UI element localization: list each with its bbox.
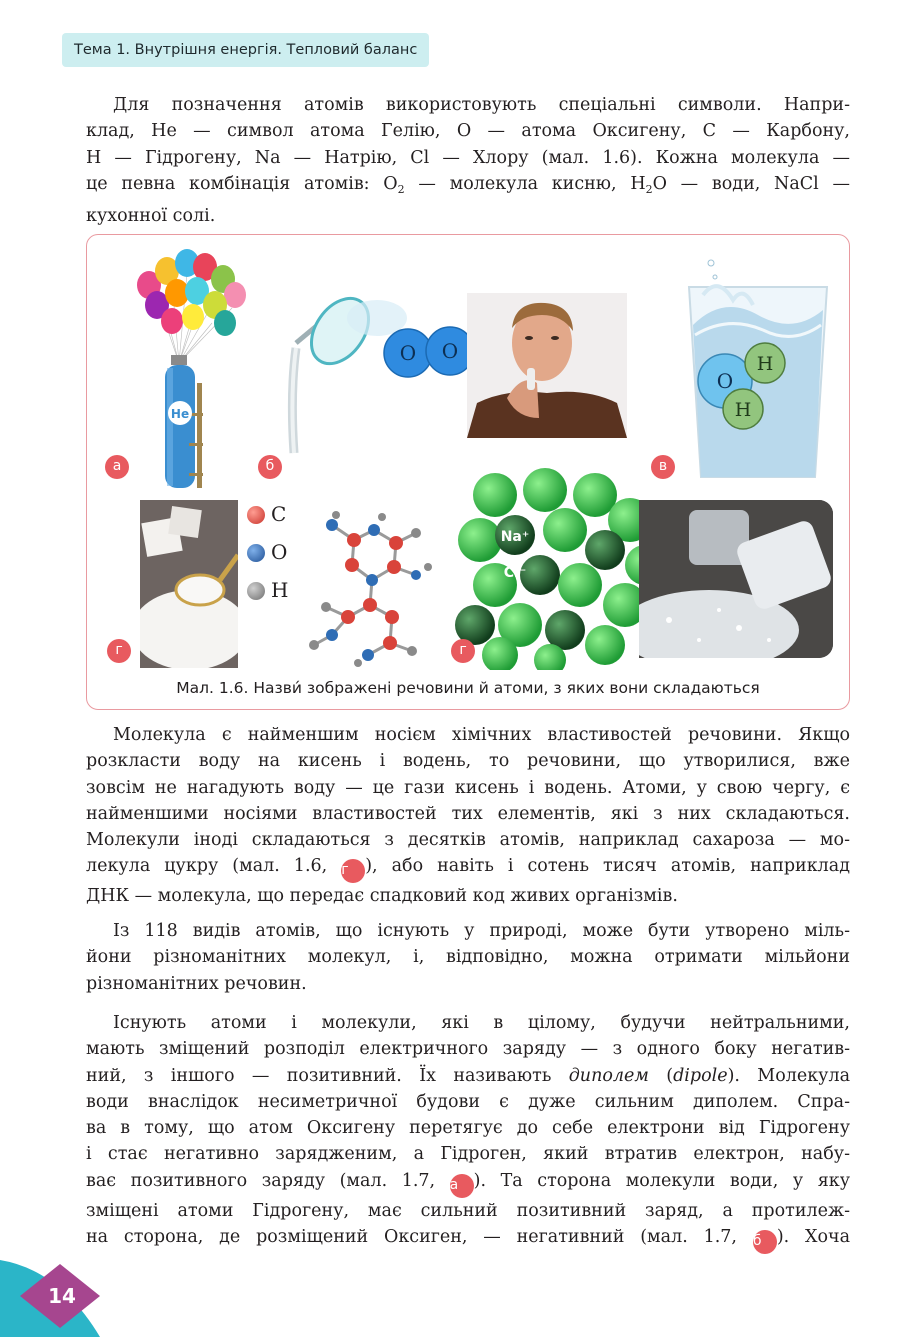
sodium-ion-label: Na⁺ (500, 529, 530, 545)
oxygen-atom-label: O (399, 341, 417, 365)
figure-ref-badge: б (753, 1230, 777, 1254)
text-line: мають зміщений розподіл електричного заряду — з одного боку негатив- (86, 1039, 850, 1060)
text-line: кухонної солі. (86, 206, 216, 227)
figure-caption: Мал. 1.6. Назви́ зображені речовини й атоми, з яких вони складаються (176, 679, 760, 697)
figure-label-b: б (258, 455, 282, 479)
water-hydrogen-label: H (734, 399, 752, 421)
legend-label: O (271, 540, 288, 564)
text-line: йони різноманітних молекул, і, відповідно, можна отримати мільйони (86, 947, 850, 968)
figure-label-a: а (105, 455, 129, 479)
figure-label-g1: г (107, 639, 131, 663)
text-line: Молекули іноді складаються з десятків атомів, наприклад сахароза — мо- (86, 830, 850, 851)
helium-symbol: He (170, 407, 190, 421)
water-glass-photo (683, 255, 833, 480)
text-line: ДНК — молекула, що передає спадковий код живих організмів. (86, 886, 678, 907)
text-line: лекула цукру (мал. 1.6, г ), або навіть і сотень тисяч атомів, наприклад (86, 853, 850, 883)
figure-label-v: в (651, 455, 675, 479)
text-line: на сторона, де розміщений Оксиген, — негативний (мал. 1.7, б ). Хоча (86, 1224, 850, 1254)
man-with-inhaler-photo (467, 293, 627, 438)
oxygen-mask-illustration (282, 293, 472, 458)
text-line: Молекула є найменшим носієм хімічних властивостей речовини. Якщо (113, 725, 850, 745)
text-line: і стає негативно зарядженим, а Гідроген, який втратив електрон, набу- (86, 1144, 850, 1165)
text-line: ва в тому, що атом Оксигену перетягує до себе електрони від Гідрогену (86, 1118, 850, 1139)
text-line: зовсім не нагадують воду — це гази кисень і водень. Атоми, у свою чергу, є (86, 777, 850, 798)
figure-ref-badge: г (341, 859, 365, 883)
text-line: різноманітних речовин. (86, 973, 307, 994)
text-line: ває позитивного заряду (мал. 1.7, а ). Та сторона молекули води, у яку (86, 1168, 850, 1198)
chloride-ion-label: Cl⁻ (503, 565, 527, 581)
topic-header: Тема 1. Внутрішня енергія. Тепловий баланс (62, 33, 429, 67)
helium-cylinder-photo (127, 243, 257, 488)
water-oxygen-label: O (716, 369, 734, 393)
text-line: Існують атоми і молекули, які в цілому, будучи нейтральними, (113, 1013, 850, 1033)
sugar-photo (140, 500, 238, 668)
text-line: H — Гідрогену, Na — Натрію, Cl — Хлору (мал. 1.6). Кожна молекула — (86, 147, 850, 168)
text-line: це певна комбінація атомів: $O_2$ — молекула кисню, $H_2O$ — води, NaCl — (86, 173, 850, 196)
text-line: найменшими носіями властивостей тих елементів, які з них складаються. (86, 803, 850, 824)
salt-shaker-photo (639, 500, 833, 658)
sucrose-molecule-model (292, 495, 442, 670)
figure-label-g2: г (451, 639, 475, 663)
paragraph-molecule (86, 722, 850, 910)
text-line: Із 118 видів атомів, що існують у природі, може бути утворено міль- (113, 921, 850, 941)
text-line: ний, з іншого — позитивний. Їх називають диполем (dipole). Молекула (86, 1065, 851, 1086)
text-line: клад, He — символ атома Гелію, O — атома Оксигену, C — Карбону, (86, 121, 850, 142)
nacl-crystal-model (455, 465, 665, 670)
paragraph-atom-types (86, 918, 850, 997)
text-line: зміщені атоми Гідрогену, має сильний позитивний заряд, а протилеж- (86, 1200, 850, 1221)
oxygen-atom-label: O (441, 339, 459, 363)
text-line: Для позначення атомів використовують спеціальні символи. Напри- (113, 95, 850, 115)
water-hydrogen-label: H (756, 353, 774, 375)
page-number: 14 (48, 1284, 76, 1308)
legend-label: H (271, 578, 289, 602)
page-number-badge (24, 1262, 104, 1337)
text-line: розкласти воду на кисень і водень, то речовини, що утворилися, вже (86, 751, 850, 772)
figure-1-6 (86, 234, 850, 710)
paragraph-dipole (86, 1010, 850, 1254)
paragraph-atom-symbols (86, 92, 850, 229)
text-line: води внаслідок несиметричної будови є дуже сильним диполем. Спра- (86, 1091, 850, 1112)
legend-label: C (271, 502, 287, 526)
figure-ref-badge: а (450, 1174, 474, 1198)
